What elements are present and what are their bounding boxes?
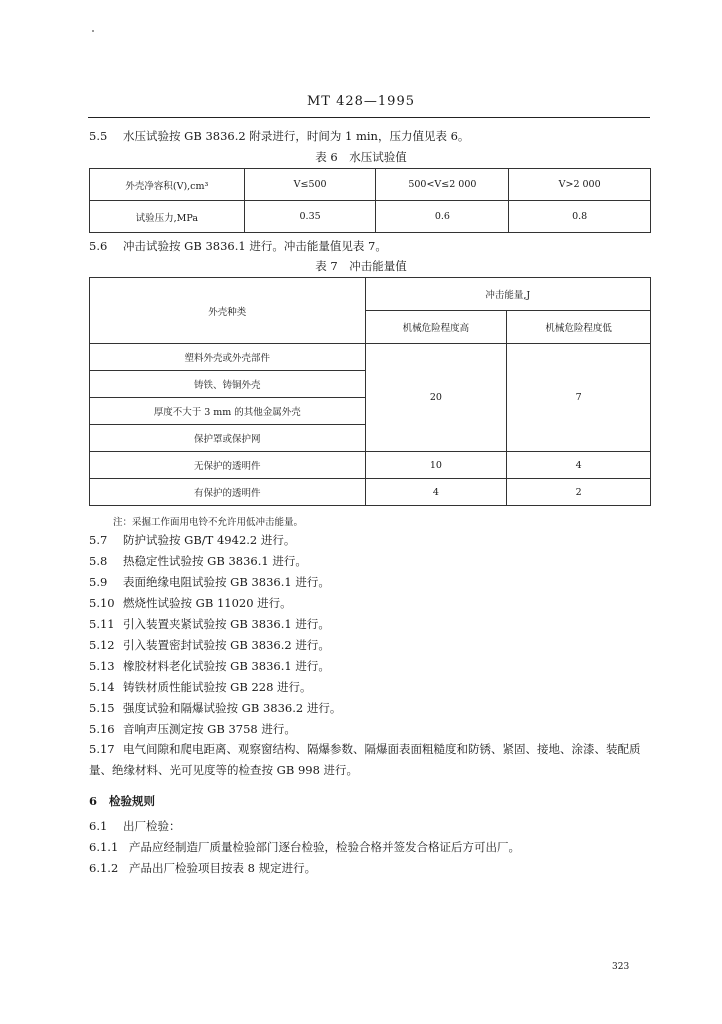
table-cell: 外壳净容积(V),cm³ [90, 169, 245, 201]
section-item [89, 679, 312, 695]
section-item [89, 595, 292, 611]
table-cell: V>2 000 [509, 169, 651, 201]
section-item [89, 616, 330, 632]
section-title: 检验规则 [109, 794, 155, 808]
page-number: 323 [612, 962, 630, 972]
table-cell: 塑料外壳或外壳部件 [90, 344, 366, 371]
section-5-6 [89, 238, 387, 254]
table-cell: 20 [365, 344, 507, 452]
table7-caption: 表 7 冲击能量值 [315, 259, 407, 273]
scan-speck [92, 30, 94, 32]
section-text: 产品应经制造厂质量检验部门逐台检验，检验合格并签发合格证后方可出厂。 [129, 840, 520, 854]
section-text: 橡胶材料老化试验按 GB 3836.1 进行。 [123, 659, 330, 673]
section-text: 引入装置密封试验按 GB 3836.2 进行。 [123, 638, 330, 652]
section-number: 5.14 [89, 680, 115, 694]
section-text: 强度试验和隔爆试验按 GB 3836.2 进行。 [123, 701, 342, 715]
section-number: 5.16 [89, 722, 115, 736]
section-text: 水压试验按 GB 3836.2 附录进行，时间为 1 min，压力值见表 6。 [123, 129, 470, 143]
section-6-heading [89, 793, 155, 809]
section-text: 音响声压测定按 GB 3758 进行。 [123, 722, 296, 736]
table-cell: 4 [365, 479, 507, 506]
table-6 [89, 168, 651, 233]
section-item [89, 637, 330, 653]
table-cell: 2 [507, 479, 651, 506]
table-header-cell: 机械危险程度低 [507, 311, 651, 344]
table-row [90, 452, 651, 479]
section-text: 冲击试验按 GB 3836.1 进行。冲击能量值见表 7。 [123, 239, 387, 253]
table-cell: 保护罩或保护网 [90, 425, 366, 452]
table6-caption: 表 6 水压试验值 [315, 150, 407, 164]
table-cell: 铸铁、铸铜外壳 [90, 371, 366, 398]
section-text: 产品出厂检验项目按表 8 规定进行。 [129, 861, 317, 875]
table7-note: 注：采掘工作面用电铃不允许用低冲击能量。 [113, 517, 304, 528]
table-cell: 500<V≤2 000 [376, 169, 509, 201]
section-item [89, 553, 307, 569]
section-number: 5.9 [89, 575, 108, 589]
table-row [90, 169, 651, 201]
section-5-5 [89, 128, 469, 144]
section-number: 5.7 [89, 533, 108, 547]
section-text: 燃烧性试验按 GB 11020 进行。 [123, 596, 292, 610]
section-number: 5.13 [89, 659, 115, 673]
table-cell: 10 [365, 452, 507, 479]
section-text: 出厂检验： [123, 819, 181, 833]
section-item [89, 574, 330, 590]
table-header-cell: 机械危险程度高 [365, 311, 507, 344]
table-row [90, 344, 651, 371]
section-item [89, 700, 341, 716]
section-text: 铸铁材质性能试验按 GB 228 进行。 [123, 680, 312, 694]
section-text: 热稳定性试验按 GB 3836.1 进行。 [123, 554, 307, 568]
table-cell: 0.35 [244, 201, 376, 233]
table-header-cell: 外壳种类 [90, 278, 366, 344]
table-row [90, 479, 651, 506]
section-number: 5.15 [89, 701, 115, 715]
section-text: 表面绝缘电阻试验按 GB 3836.1 进行。 [123, 575, 330, 589]
section-5-17 [89, 739, 651, 781]
section-item [89, 658, 330, 674]
table-cell: 无保护的透明件 [90, 452, 366, 479]
section-6-1 [89, 818, 181, 834]
table-cell: 试验压力,MPa [90, 201, 245, 233]
section-6-1-2 [89, 860, 316, 876]
section-number: 5.12 [89, 638, 115, 652]
section-number: 5.8 [89, 554, 108, 568]
table-cell: V≤500 [244, 169, 376, 201]
section-number: 6.1 [89, 819, 108, 833]
section-text: 引入装置夹紧试验按 GB 3836.1 进行。 [123, 617, 330, 631]
table-cell: 有保护的透明件 [90, 479, 366, 506]
table-cell: 0.8 [509, 201, 651, 233]
table-row [90, 278, 651, 311]
section-number: 5.10 [89, 596, 115, 610]
section-text: 防护试验按 GB/T 4942.2 进行。 [123, 533, 296, 547]
header-rule [88, 117, 650, 118]
section-number: 6.1.2 [89, 861, 119, 875]
table-cell: 4 [507, 452, 651, 479]
table-row [90, 201, 651, 233]
table-7 [89, 277, 651, 506]
section-number: 6.1.1 [89, 840, 119, 854]
section-item [89, 721, 296, 737]
table-cell: 厚度不大于 3 mm 的其他金属外壳 [90, 398, 366, 425]
table-cell: 7 [507, 344, 651, 452]
document-header: MT 428—1995 [306, 94, 415, 109]
section-number: 5.11 [89, 617, 115, 631]
section-number: 5.6 [89, 239, 108, 253]
section-number: 5.17 [89, 742, 115, 756]
section-number: 6 [89, 794, 98, 808]
section-number: 5.5 [89, 129, 108, 143]
section-text: 电气间隙和爬电距离、观察窗结构、隔爆参数、隔爆面表面粗糙度和防锈、紧固、接地、涂漆、装配质量、绝缘材料、光可见度等的检查按 GB 998 进行。 [89, 742, 641, 777]
table-cell: 0.6 [376, 201, 509, 233]
section-item [89, 532, 295, 548]
section-6-1-1 [89, 839, 520, 855]
table-header-cell: 冲击能量,J [365, 278, 651, 311]
